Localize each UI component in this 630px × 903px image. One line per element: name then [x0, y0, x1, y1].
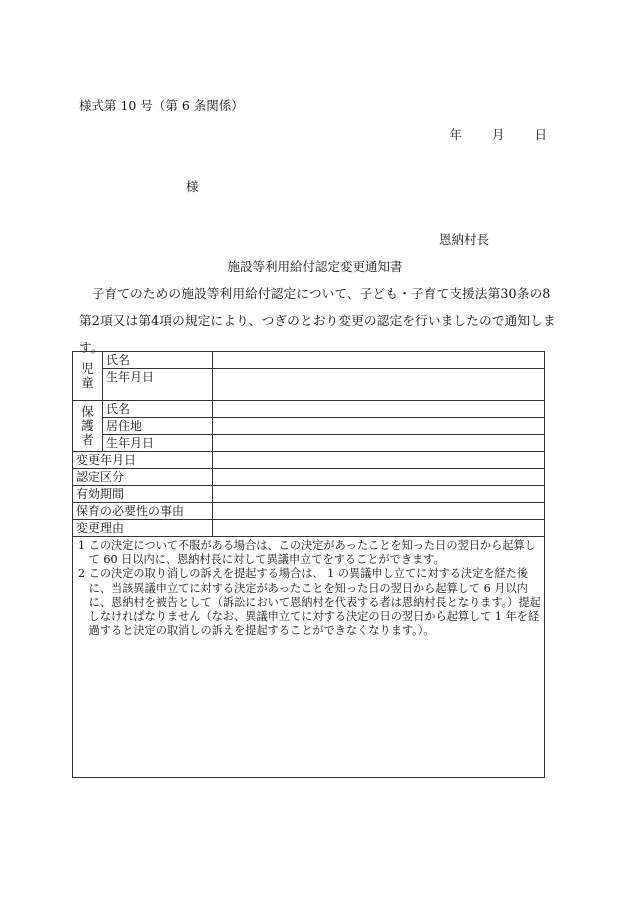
cert-category-cell[interactable]: [213, 469, 545, 486]
guardian-group-label: [73, 401, 103, 452]
date-day-label: 日: [534, 127, 547, 142]
child-name-cell[interactable]: [213, 352, 545, 369]
date-line: [449, 125, 547, 143]
note-item: 2 この決定の取り消しの訴えを提起する場合は、 1 の異議申し立てに対する決定を経た後に、当該異議申立てに対する決定があったことを知った日の翌日から起算して 6 月以内に、恩納村を被告として（訴訟において恩納村を代表する者は恩納村長となります。）提起しなければなりません（なお、異議申立てに対する決定の日の翌日から起算して 1 年を経過すると決定の取消しの訴えを提起することができなくなります。）。: [78, 567, 541, 638]
guardian-name-label: 氏名: [103, 401, 213, 418]
date-month-label: 月: [491, 127, 505, 142]
care-reason-cell[interactable]: [213, 503, 545, 520]
addressee-suffix: 様: [186, 179, 199, 194]
child-group-char: 童: [81, 375, 94, 390]
child-group-label: [73, 352, 103, 401]
cert-category-label: 認定区分: [73, 469, 213, 486]
change-date-label: 変更年月日: [73, 452, 213, 469]
child-group-char: 児: [81, 361, 94, 376]
form-number: 様式第 10 号（第 6 条関係）: [79, 98, 244, 113]
child-birth-label: 生年月日: [103, 369, 213, 401]
change-reason-cell[interactable]: [213, 520, 545, 537]
child-birth-cell[interactable]: [213, 369, 545, 401]
change-reason-label: 変更理由: [73, 520, 213, 537]
note-item: 1 この決定について不服がある場合は、この決定があったことを知った日の翌日から起算して 60 日以内に、恩納村長に対して異議申立てをすることができます。: [78, 539, 536, 567]
notice-table: [72, 351, 545, 778]
guardian-birth-label: 生年月日: [103, 435, 213, 452]
valid-period-label: 有効期間: [73, 486, 213, 503]
notes-cell: [73, 537, 545, 778]
guardian-address-cell[interactable]: [213, 418, 545, 435]
child-name-label: 氏名: [103, 352, 213, 369]
guardian-address-label: 居住地: [103, 418, 213, 435]
guardian-name-cell[interactable]: [213, 401, 545, 418]
guardian-group-char: 者: [81, 432, 94, 447]
guardian-group-char: 護: [81, 418, 94, 433]
valid-period-cell[interactable]: [213, 486, 545, 503]
date-year-label: 年: [449, 127, 462, 142]
sender-name: 恩納村長: [439, 232, 490, 247]
guardian-group-char: 保: [81, 404, 94, 419]
body-paragraph: 子育てのための施設等利用給付認定について、子ども・子育て支援法第30条の8第2項又は第4項の規定により、つぎのとおり変更の認定を行いましたので通知します。: [79, 286, 556, 355]
document-title: 施設等利用給付認定変更通知書: [227, 259, 403, 274]
change-date-cell[interactable]: [213, 452, 545, 469]
care-reason-label: 保育の必要性の事由: [73, 503, 213, 520]
guardian-birth-cell[interactable]: [213, 435, 545, 452]
